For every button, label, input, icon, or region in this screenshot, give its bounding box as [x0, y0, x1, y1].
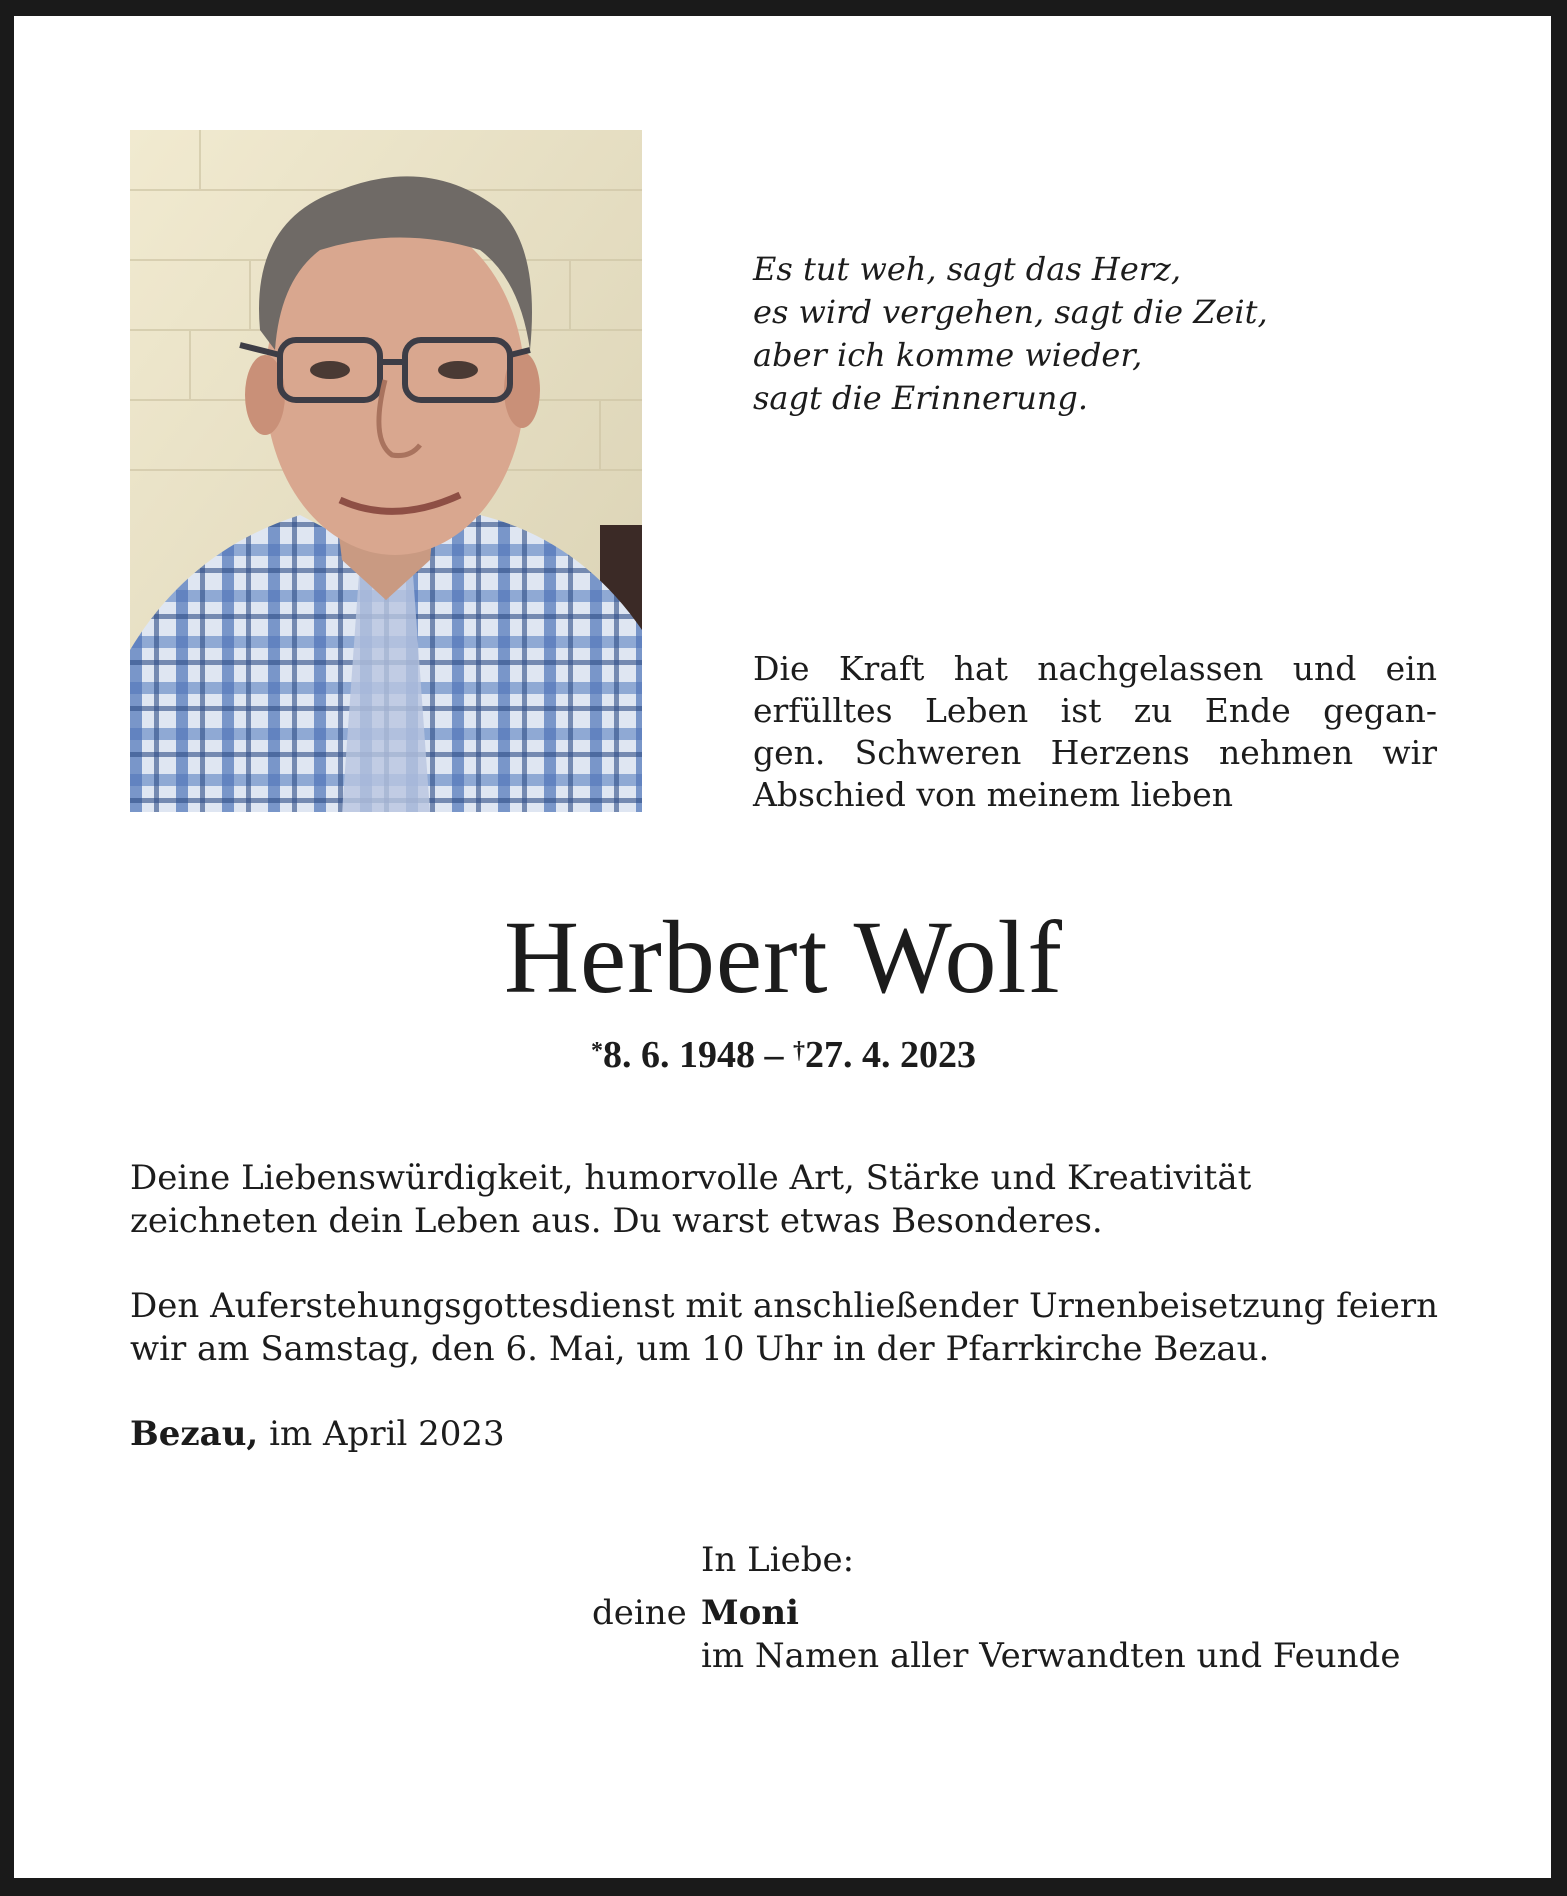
date-separator: – — [755, 1034, 793, 1076]
intro-text — [753, 648, 1437, 816]
poem-line: aber ich komme wieder, — [753, 336, 1143, 374]
poem-line: es wird vergehen, sagt die Zeit, — [753, 293, 1268, 331]
portrait-photo — [130, 130, 642, 812]
service-paragraph: Den Auferstehungsgottesdienst mit anschließender Urnenbeisetzung feiern wir am Samstag, den 6. Mai, um 10 Uhr in der Pfarrkirche Bezau. — [130, 1286, 1438, 1369]
intro-line: Die Kraft hat nachgelassen und ein — [753, 649, 1437, 688]
place-month: im April 2023 — [258, 1414, 505, 1454]
birth-date: 8. 6. 1948 — [603, 1034, 755, 1076]
intro-line: Abschied von meinem lieben — [753, 775, 1234, 814]
place-town: Bezau, — [130, 1414, 259, 1454]
signature-names: im Namen aller Verwandten und Feunde — [701, 1636, 1401, 1676]
poem — [753, 248, 1268, 420]
signature-moni: Moni — [701, 1593, 799, 1633]
tribute-paragraph: Deine Liebenswürdigkeit, humorvolle Art, Stärke und Kreativität zeichneten dein Leben aus. Du warst etwas Besonderes. — [130, 1158, 1252, 1241]
life-dates — [0, 1033, 1567, 1077]
death-symbol: † — [793, 1038, 805, 1064]
birth-symbol: * — [591, 1038, 603, 1064]
deceased-name: Herbert Wolf — [503, 900, 1064, 1015]
signature-deine: deine — [592, 1593, 687, 1633]
poem-line: Es tut weh, sagt das Herz, — [753, 250, 1182, 288]
intro-line: gen. Schweren Herzens nehmen wir — [753, 733, 1437, 772]
signature-in-love: In Liebe: — [701, 1540, 855, 1580]
intro-line: erfülltes Leben ist zu Ende gegan- — [753, 691, 1437, 730]
death-date: 27. 4. 2023 — [805, 1034, 976, 1076]
place-date — [130, 1413, 1440, 1456]
poem-line: sagt die Erinnerung. — [753, 379, 1089, 417]
portrait-illustration — [130, 130, 642, 812]
